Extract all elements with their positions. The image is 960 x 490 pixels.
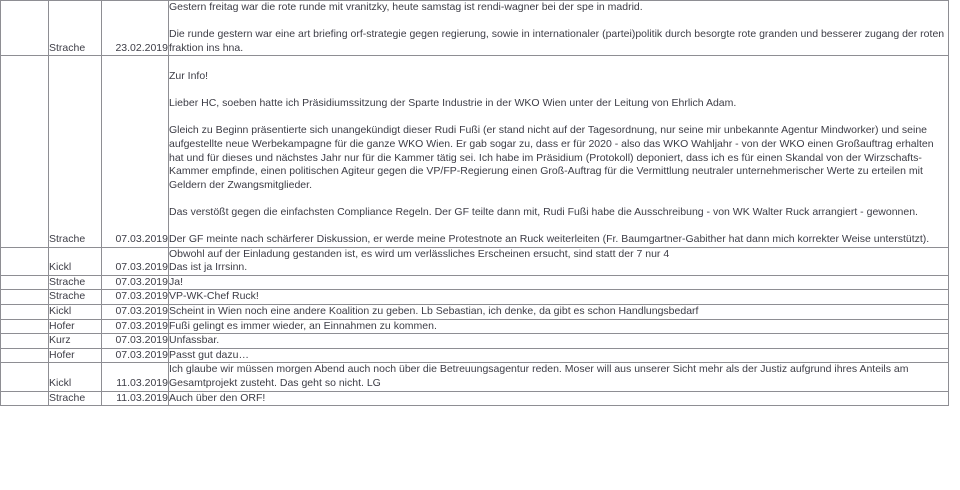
message-paragraph: Gestern freitag war die rote runde mit vranitzky, heute samstag ist rendi-wagner bei der spe in madrid. xyxy=(169,1,643,13)
date-cell: 07.03.2019 xyxy=(102,319,169,334)
row-gutter-cell xyxy=(1,275,49,290)
message-paragraph: Das verstößt gegen die einfachsten Compliance Regeln. Der GF teilte dann mit, Rudi Fußi habe die Ausschreibung - von WK Walter Ruck arrangiert - gewonnen. xyxy=(169,205,918,218)
sender-cell: Strache xyxy=(49,56,102,247)
sender-cell: Kickl xyxy=(49,363,102,391)
date-cell: 07.03.2019 xyxy=(102,305,169,320)
row-gutter-cell xyxy=(1,319,49,334)
row-gutter-cell xyxy=(1,391,49,406)
sender-cell: Strache xyxy=(49,275,102,290)
table-row xyxy=(1,363,949,391)
message-spacer xyxy=(169,220,948,234)
date-cell: 23.02.2019 xyxy=(102,1,169,56)
table-body xyxy=(1,1,949,406)
message-spacer xyxy=(169,192,948,206)
sender-cell: Hofer xyxy=(49,348,102,363)
message-paragraph: Der GF meinte nach schärferer Diskussion, er werde meine Protestnote an Ruck weiterleiten (Fr. Baumgartner-Gabither hat dann mich korrekter Weise unterstützt). xyxy=(169,233,930,246)
table-row xyxy=(1,391,949,406)
message-paragraph: Ja! xyxy=(169,275,184,288)
message-paragraph: Zur Info! xyxy=(169,69,209,82)
message-paragraph: Die runde gestern war eine art briefing orf-strategie gegen regierung, sowie in internationaler (partei)politik durch besorgte rote granden und besserer zugang der roten fraktion ins hna. xyxy=(169,28,945,54)
date-cell: 07.03.2019 xyxy=(102,56,169,247)
table-row xyxy=(1,1,949,56)
sender-cell: Kickl xyxy=(49,305,102,320)
table-row xyxy=(1,319,949,334)
table-row xyxy=(1,348,949,363)
sender-cell: Strache xyxy=(49,391,102,406)
message-paragraph: Fußi gelingt es immer wieder, an Einnahmen zu kommen. xyxy=(169,319,437,332)
row-gutter-cell xyxy=(1,363,49,391)
message-cell xyxy=(169,348,949,363)
row-gutter-cell xyxy=(1,348,49,363)
table-row xyxy=(1,247,949,275)
message-paragraph: Lieber HC, soeben hatte ich Präsidiumssitzung der Sparte Industrie in der WKO Wien unter der Leitung von Ehrlich Adam. xyxy=(169,97,737,110)
row-gutter-cell xyxy=(1,247,49,275)
message-paragraph: Scheint in Wien noch eine andere Koalition zu geben. Lb Sebastian, ich denke, da gibt es schon Handlungsbedarf xyxy=(169,305,699,318)
message-cell xyxy=(169,305,949,320)
sender-cell: Strache xyxy=(49,1,102,56)
date-cell: 07.03.2019 xyxy=(102,348,169,363)
message-cell xyxy=(169,247,949,275)
message-spacer xyxy=(169,56,948,70)
date-cell: 11.03.2019 xyxy=(102,363,169,391)
message-cell xyxy=(169,391,949,406)
message-cell xyxy=(169,275,949,290)
message-cell xyxy=(169,334,949,349)
message-paragraph: VP-WK-Chef Ruck! xyxy=(169,290,259,303)
row-gutter-cell xyxy=(1,290,49,305)
table-row xyxy=(1,275,949,290)
row-gutter-cell xyxy=(1,305,49,320)
message-spacer xyxy=(169,15,948,29)
message-cell xyxy=(169,56,949,247)
sender-cell: Hofer xyxy=(49,319,102,334)
message-paragraph: Gleich zu Beginn präsentierte sich unangekündigt dieser Rudi Fußi (er stand nicht auf der Tagesordnung, nur seine mir unbekannte Agentur Mindworker) und seine aufgestellte neue Werbekampagne für die ganze WKO Wien. Er gab sogar zu, dass er für 2020 - also das WKO Wahljahr - von der WKO einen Großauftrag erhalten hat und für dieses und nächstes Jahr nur für die Kammer tätig sei. Ich habe im Präsidium (Protokoll) deponiert, dass ich es für einen Skandal von der Wirzschafts-Kammer empfinde, einen politischen Agiteur gegen die VP/FP-Regierung einen Groß-Auftrag für die Vermittlung neutraler unternehmerischer Werte zu erteilen mit Geldern der Zwangsmitglieder. xyxy=(169,124,934,191)
table-row xyxy=(1,290,949,305)
table-row xyxy=(1,56,949,247)
sender-cell: Kickl xyxy=(49,247,102,275)
message-cell xyxy=(169,1,949,56)
sender-cell: Kurz xyxy=(49,334,102,349)
table-row xyxy=(1,334,949,349)
message-paragraph: Obwohl auf der Einladung gestanden ist, es wird um verlässliches Erscheinen ersucht, sind statt der 7 nur 4 xyxy=(169,247,670,260)
date-cell: 07.03.2019 xyxy=(102,290,169,305)
message-paragraph: Ich glaube wir müssen morgen Abend auch noch über die Betreuungsagentur reden. Moser will aus unserer Sicht mehr als der Justiz aufgrund ihres Anteils am xyxy=(169,363,909,376)
message-paragraph: Das ist ja Irrsinn. xyxy=(169,261,248,274)
row-gutter-cell xyxy=(1,1,49,56)
message-cell xyxy=(169,290,949,305)
message-spacer xyxy=(169,84,948,98)
date-cell: 11.03.2019 xyxy=(102,391,169,406)
date-cell: 07.03.2019 xyxy=(102,247,169,275)
message-paragraph: Gesamtprojekt zusteht. Das geht so nicht. LG xyxy=(169,377,381,390)
message-cell xyxy=(169,363,949,391)
row-gutter-cell xyxy=(1,334,49,349)
message-paragraph: Unfassbar. xyxy=(169,334,220,347)
date-cell: 07.03.2019 xyxy=(102,275,169,290)
sender-cell: Strache xyxy=(49,290,102,305)
table-row xyxy=(1,305,949,320)
message-spacer xyxy=(169,111,948,125)
row-gutter-cell xyxy=(1,56,49,247)
date-cell: 07.03.2019 xyxy=(102,334,169,349)
message-paragraph: Auch über den ORF! xyxy=(169,391,266,404)
message-paragraph: Passt gut dazu… xyxy=(169,348,249,361)
message-cell xyxy=(169,319,949,334)
